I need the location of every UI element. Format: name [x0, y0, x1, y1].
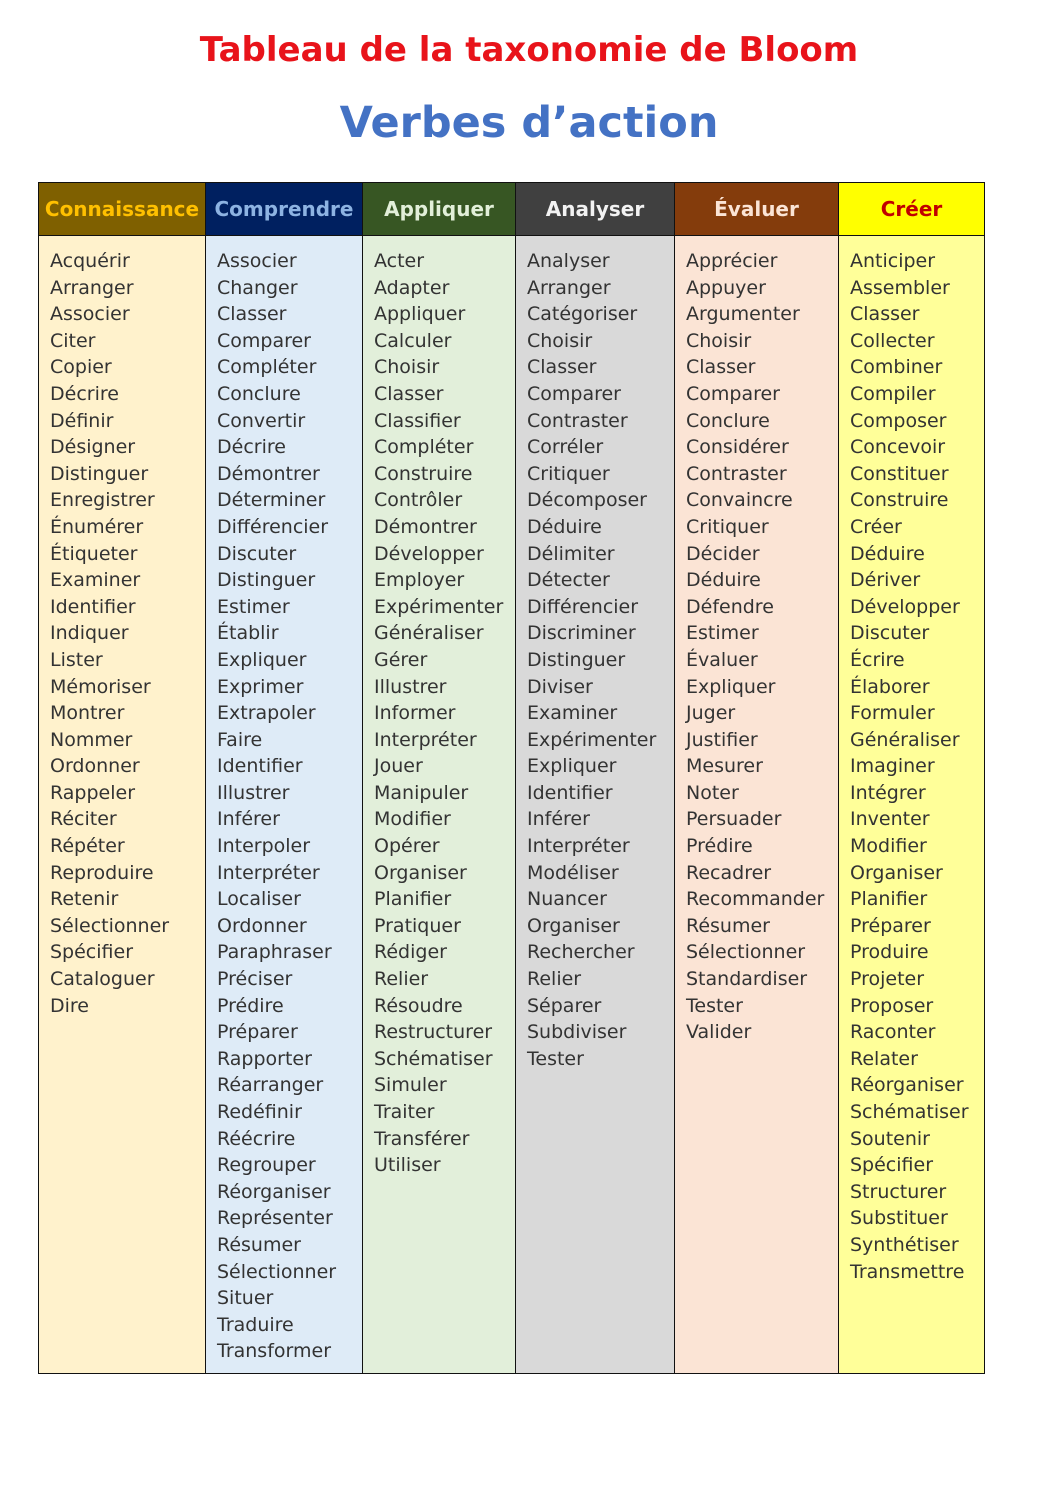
verb-item: Imaginer [850, 755, 935, 778]
verb-item: Examiner [527, 702, 618, 725]
verb-item: Raconter [850, 1021, 936, 1044]
verb-item: Utiliser [374, 1154, 441, 1177]
verb-item: Mesurer [686, 755, 763, 778]
verb-item: Constituer [850, 462, 949, 485]
verb-item: Catégoriser [527, 303, 638, 326]
verb-item: Examiner [50, 569, 141, 592]
verb-item: Relier [374, 968, 429, 991]
verb-item: Créer [850, 515, 902, 538]
verb-item: Illustrer [374, 675, 447, 698]
verb-item: Transformer [217, 1340, 332, 1363]
verb-item: Distinguer [527, 648, 626, 671]
verb-item: Traduire [217, 1313, 294, 1336]
verb-item: Collecter [850, 329, 935, 352]
verb-item: Expliquer [217, 648, 307, 671]
bloom-taxonomy-table [38, 182, 985, 1374]
column-header-connaissance: Connaissance [39, 183, 206, 236]
verb-item: Développer [850, 595, 960, 618]
verb-item: Manipuler [374, 781, 469, 804]
verb-item: Transférer [374, 1127, 470, 1150]
verb-item: Combiner [850, 356, 943, 379]
verb-item: Classer [527, 356, 597, 379]
header-row [39, 183, 985, 236]
column-header-appliquer: Appliquer [363, 183, 516, 236]
verb-item: Rappeler [50, 781, 136, 804]
verb-item: Construire [850, 489, 949, 512]
verb-item: Rapporter [217, 1047, 312, 1070]
verb-item: Estimer [217, 595, 290, 618]
verb-item: Composer [850, 409, 947, 432]
verb-item: Produire [850, 941, 929, 964]
verb-item: Modifier [374, 808, 451, 831]
verb-item: Lister [50, 648, 103, 671]
verbs-cell-appliquer [363, 236, 516, 1374]
verb-item: Différencier [527, 595, 639, 618]
verb-item: Compléter [374, 436, 474, 459]
verb-item: Comparer [217, 329, 311, 352]
page-subtitle: Verbes d’action [339, 98, 719, 148]
verb-item: Organiser [850, 861, 943, 884]
verb-item: Sélectionner [686, 941, 806, 964]
verb-item: Inventer [850, 808, 930, 831]
verb-item: Expérimenter [527, 728, 657, 751]
verb-item: Résumer [217, 1233, 301, 1256]
verb-item: Identifier [217, 755, 303, 778]
verb-item: Justifier [686, 728, 758, 751]
verb-item: Subdiviser [527, 1021, 627, 1044]
verbs-cell-analyser [516, 236, 675, 1374]
verb-item: Recommander [686, 888, 825, 911]
verb-item: Modéliser [527, 861, 619, 884]
verb-item: Inférer [527, 808, 590, 831]
verb-item: Énumérer [50, 515, 144, 538]
verb-list [217, 248, 362, 1365]
verb-item: Analyser [527, 250, 610, 272]
verb-item: Démontrer [217, 462, 320, 485]
verb-item: Décrire [50, 382, 119, 405]
verb-item: Ordonner [217, 914, 307, 937]
verb-item: Discriminer [527, 622, 636, 645]
verb-item: Restructurer [374, 1021, 493, 1044]
verb-item: Convaincre [686, 489, 793, 512]
verb-item: Traiter [374, 1101, 435, 1123]
verb-item: Synthétiser [850, 1233, 959, 1256]
verb-item: Nommer [50, 728, 133, 751]
verb-item: Spécifier [850, 1154, 934, 1177]
verb-item: Rédiger [374, 941, 447, 964]
verb-item: Généraliser [374, 622, 484, 645]
verb-item: Résumer [686, 914, 770, 937]
verb-item: Soutenir [850, 1127, 930, 1150]
verb-item: Concevoir [850, 436, 946, 459]
verb-list [850, 248, 984, 1285]
verb-item: Décomposer [527, 489, 647, 512]
verb-item: Développer [374, 542, 484, 565]
verb-item: Discuter [850, 622, 930, 645]
verb-item: Décider [686, 542, 760, 565]
verb-item: Illustrer [217, 781, 290, 804]
verb-item: Transmettre [850, 1260, 965, 1283]
verb-item: Comparer [686, 382, 780, 405]
verb-item: Associer [217, 250, 297, 272]
verb-item: Écrire [850, 648, 905, 671]
verb-item: Identifier [50, 595, 136, 618]
verb-item: Gérer [374, 648, 428, 671]
verb-item: Distinguer [50, 462, 149, 485]
verb-item: Détecter [527, 569, 610, 592]
verb-item: Cataloguer [50, 968, 155, 991]
verb-item: Contraster [527, 409, 628, 432]
verb-list [50, 248, 205, 1019]
verb-item: Discuter [217, 542, 297, 565]
verb-item: Représenter [217, 1207, 333, 1230]
verb-item: Modifier [850, 835, 927, 858]
verb-item: Démontrer [374, 515, 477, 538]
verb-item: Projeter [850, 968, 925, 991]
verb-list [374, 248, 515, 1179]
verb-item: Proposer [850, 994, 934, 1017]
verb-item: Mémoriser [50, 675, 151, 698]
verb-item: Délimiter [527, 542, 615, 565]
verb-item: Décrire [217, 436, 286, 459]
verb-item: Situer [217, 1287, 274, 1310]
verb-item: Étiqueter [50, 542, 138, 565]
verb-item: Noter [686, 781, 739, 804]
verb-item: Redéfinir [217, 1101, 302, 1123]
verb-item: Choisir [374, 356, 440, 379]
verb-item: Appuyer [686, 276, 766, 299]
verb-item: Argumenter [686, 303, 800, 326]
verb-item: Conclure [686, 409, 770, 432]
verb-item: Diviser [527, 675, 593, 698]
verb-item: Classer [217, 303, 287, 326]
verb-item: Prédire [686, 835, 753, 858]
verb-item: Recadrer [686, 861, 772, 884]
verb-item: Différencier [217, 515, 329, 538]
verb-item: Changer [217, 276, 298, 299]
verb-item: Dire [50, 994, 89, 1017]
verb-item: Calculer [374, 329, 452, 352]
verb-item: Déterminer [217, 489, 326, 512]
verb-item: Réécrire [217, 1127, 296, 1150]
verb-item: Schématiser [850, 1101, 969, 1123]
verb-list [527, 248, 674, 1072]
verb-item: Organiser [527, 914, 620, 937]
verb-item: Relater [850, 1047, 918, 1070]
verb-item: Adapter [374, 276, 450, 299]
verb-item: Réorganiser [850, 1074, 964, 1097]
verb-item: Identifier [527, 781, 613, 804]
verb-item: Tester [527, 1047, 584, 1070]
verb-item: Exprimer [217, 675, 304, 698]
verb-item: Intégrer [850, 781, 926, 804]
verb-item: Assembler [850, 276, 950, 299]
verb-item: Spécifier [50, 941, 134, 964]
verb-item: Séparer [527, 994, 602, 1017]
verb-item: Faire [217, 728, 263, 751]
verb-item: Anticiper [850, 250, 936, 272]
verb-item: Paraphraser [217, 941, 332, 964]
verb-item: Interpréter [217, 861, 320, 884]
verb-item: Indiquer [50, 622, 129, 645]
verb-item: Comparer [527, 382, 621, 405]
verb-item: Généraliser [850, 728, 960, 751]
verb-item: Interpréter [374, 728, 477, 751]
verb-item: Contraster [686, 462, 787, 485]
verb-item: Appliquer [374, 303, 466, 326]
verb-item: Classer [850, 303, 920, 326]
verb-item: Relier [527, 968, 582, 991]
verb-item: Préparer [850, 914, 931, 937]
verb-item: Nuancer [527, 888, 607, 911]
verb-item: Évaluer [686, 648, 758, 671]
verb-item: Informer [374, 702, 456, 725]
verb-list [686, 248, 838, 1046]
verb-item: Réarranger [217, 1074, 324, 1097]
column-header-comprendre: Comprendre [206, 183, 363, 236]
verb-item: Classer [686, 356, 756, 379]
verb-item: Localiser [217, 888, 301, 911]
verb-item: Expliquer [686, 675, 776, 698]
verb-item: Résoudre [374, 994, 463, 1017]
verb-item: Répéter [50, 835, 125, 858]
verb-item: Structurer [850, 1180, 947, 1203]
verb-item: Convertir [217, 409, 306, 432]
verb-item: Expérimenter [374, 595, 504, 618]
verb-item: Acter [374, 250, 425, 272]
verb-item: Prédire [217, 994, 284, 1017]
verb-item: Simuler [374, 1074, 447, 1097]
verb-item: Conclure [217, 382, 301, 405]
verb-item: Pratiquer [374, 914, 461, 937]
verb-item: Retenir [50, 888, 119, 911]
verb-item: Inférer [217, 808, 280, 831]
verb-item: Persuader [686, 808, 782, 831]
verb-item: Enregistrer [50, 489, 155, 512]
verb-item: Dériver [850, 569, 921, 592]
verbs-cell-connaissance [39, 236, 206, 1374]
verb-item: Classifier [374, 409, 461, 432]
verb-item: Interpoler [217, 835, 311, 858]
column-header-analyser: Analyser [516, 183, 675, 236]
verb-item: Valider [686, 1021, 752, 1044]
verb-item: Tester [686, 994, 743, 1017]
verb-item: Déduire [527, 515, 602, 538]
verb-item: Associer [50, 303, 130, 326]
verb-item: Planifier [374, 888, 452, 911]
verb-item: Employer [374, 569, 465, 592]
verb-item: Distinguer [217, 569, 316, 592]
verb-item: Montrer [50, 702, 125, 725]
verb-item: Défendre [686, 595, 774, 618]
verb-item: Schématiser [374, 1047, 493, 1070]
verb-item: Déduire [850, 542, 925, 565]
verb-item: Acquérir [50, 250, 130, 272]
verb-item: Sélectionner [217, 1260, 337, 1283]
verb-item: Réorganiser [217, 1180, 331, 1203]
verb-item: Opérer [374, 835, 440, 858]
verb-item: Interpréter [527, 835, 630, 858]
column-header-creer: Créer [839, 183, 985, 236]
verbs-row [39, 236, 985, 1374]
verb-item: Citer [50, 329, 96, 352]
verb-item: Élaborer [850, 675, 930, 698]
verb-item: Rechercher [527, 941, 635, 964]
verb-item: Critiquer [527, 462, 610, 485]
verb-item: Choisir [527, 329, 593, 352]
verb-item: Préciser [217, 968, 293, 991]
verb-item: Sélectionner [50, 914, 170, 937]
verb-item: Considérer [686, 436, 789, 459]
verb-item: Expliquer [527, 755, 617, 778]
verb-item: Compiler [850, 382, 936, 405]
verb-item: Substituer [850, 1207, 948, 1230]
verb-item: Juger [686, 702, 736, 725]
verb-item: Arranger [50, 276, 134, 299]
verb-item: Établir [217, 622, 279, 645]
verb-item: Extrapoler [217, 702, 316, 725]
verb-item: Organiser [374, 861, 467, 884]
page-title: Tableau de la taxonomie de Bloom [199, 30, 859, 70]
verbs-cell-evaluer [675, 236, 839, 1374]
verb-item: Arranger [527, 276, 611, 299]
column-header-evaluer: Évaluer [675, 183, 839, 236]
verb-item: Réciter [50, 808, 117, 831]
verb-item: Ordonner [50, 755, 140, 778]
verb-item: Regrouper [217, 1154, 316, 1177]
verb-item: Classer [374, 382, 444, 405]
verb-item: Estimer [686, 622, 759, 645]
verbs-cell-creer [839, 236, 985, 1374]
verb-item: Apprécier [686, 250, 778, 272]
verb-item: Standardiser [686, 968, 808, 991]
verb-item: Planifier [850, 888, 928, 911]
verb-item: Définir [50, 409, 114, 432]
verb-item: Contrôler [374, 489, 463, 512]
verb-item: Déduire [686, 569, 761, 592]
verb-item: Corréler [527, 436, 604, 459]
verb-item: Reproduire [50, 861, 154, 884]
verb-item: Choisir [686, 329, 752, 352]
verb-item: Désigner [50, 436, 136, 459]
verb-item: Critiquer [686, 515, 769, 538]
verb-item: Copier [50, 356, 112, 379]
verbs-cell-comprendre [206, 236, 363, 1374]
verb-item: Préparer [217, 1021, 298, 1044]
verb-item: Formuler [850, 702, 935, 725]
verb-item: Construire [374, 462, 473, 485]
verb-item: Compléter [217, 356, 317, 379]
verb-item: Jouer [374, 755, 423, 778]
